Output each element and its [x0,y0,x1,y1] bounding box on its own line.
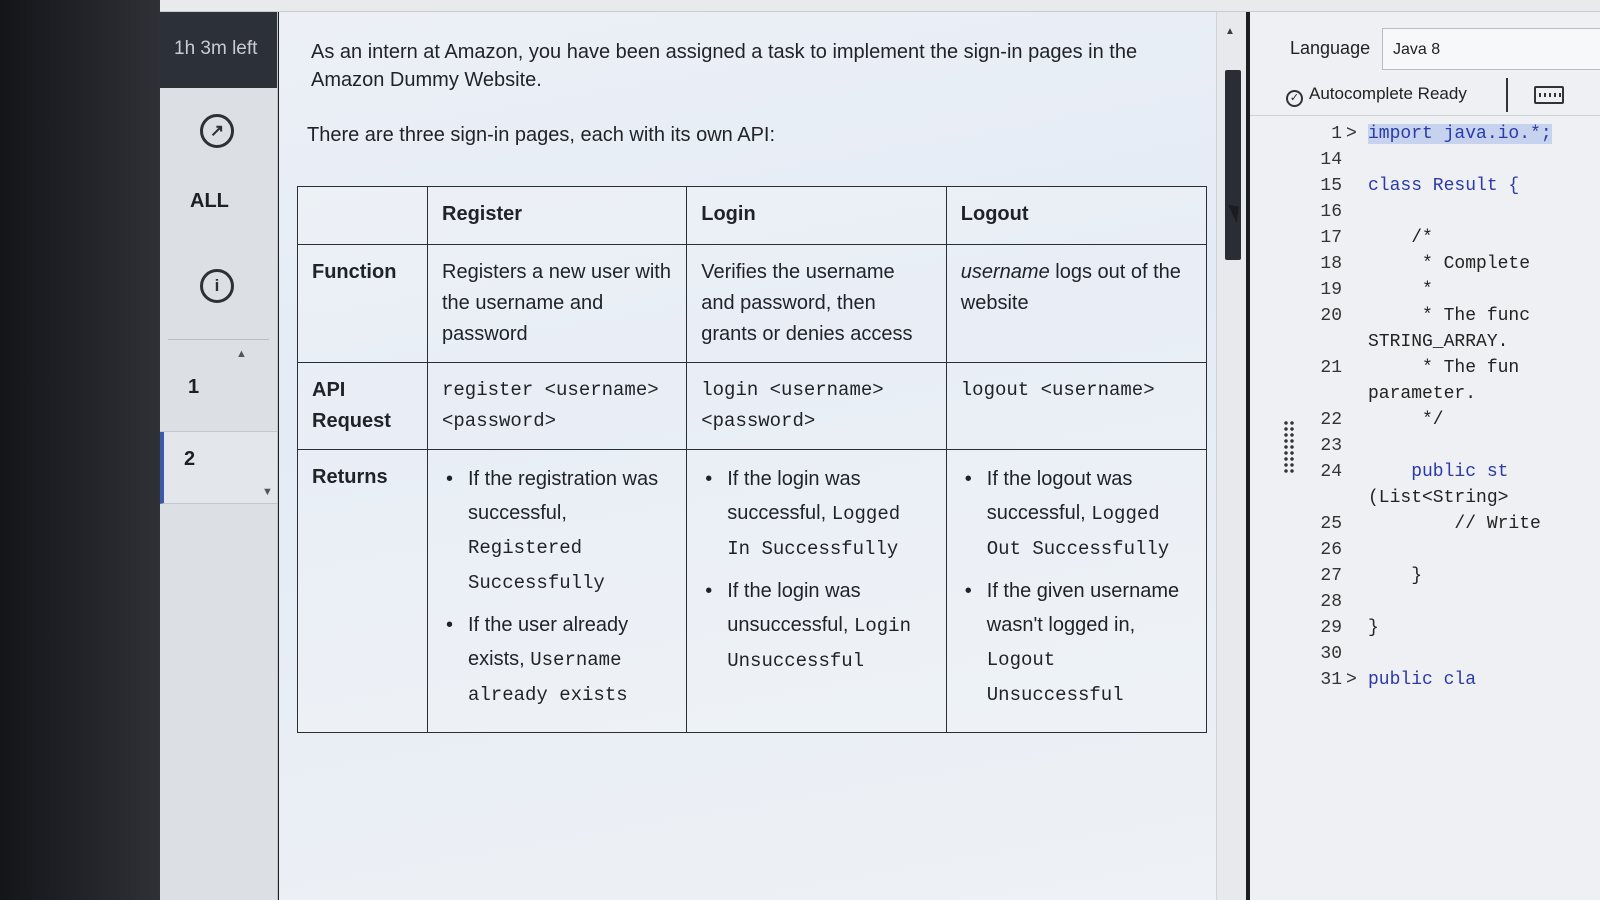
line-number: 18 [1320,254,1342,274]
language-select[interactable]: Java 8 [1382,28,1600,70]
code-line[interactable] [1250,124,1600,150]
return-value: Login Unsuccessful [727,615,911,672]
list-item [961,462,1192,566]
autocomplete-label: Autocomplete Ready [1309,84,1467,103]
code-line[interactable] [1250,254,1600,280]
code-editor-pane [1250,12,1600,900]
code-text: import java.io.*; [1368,124,1552,144]
list-item [961,574,1192,712]
chevron-up-icon[interactable]: ▲ [236,348,247,360]
code-line[interactable] [1250,150,1600,176]
code-area[interactable] [1250,124,1600,696]
cell-returns-logout [946,450,1206,733]
list-item [442,608,672,712]
line-number: 24 [1320,462,1342,482]
cell-api-logout: logout <username> [946,363,1206,450]
code-text: * Complete [1368,254,1531,274]
top-toolbar-strip [160,0,1600,12]
line-number: 21 [1320,358,1342,378]
nav-all-questions[interactable]: ALL [190,190,229,212]
line-number: 28 [1320,592,1342,612]
line-number: 1 [1331,124,1342,144]
return-value: Registered Successfully [468,537,605,594]
return-condition: If the login was successful, [727,468,861,524]
code-text: */ [1368,410,1444,430]
code-line[interactable] [1250,540,1600,566]
row-label-returns: Returns [298,450,428,733]
language-label: Language [1290,38,1371,58]
editor-toolbar [1250,12,1600,116]
problem-intro: As an intern at Amazon, you have been assigned a task to implement the sign-in pages in the Amazon Dummy Website. [311,41,1138,91]
line-number: 17 [1320,228,1342,248]
info-icon[interactable]: i [200,269,234,303]
line-number: 29 [1320,618,1342,638]
code-line[interactable] [1250,332,1600,358]
header-register: Register [428,187,687,245]
pane-resize-handle[interactable] [1283,420,1295,474]
chevron-down-icon[interactable]: ▼ [262,486,273,498]
list-item [442,462,672,600]
cell-returns-login [687,450,947,733]
code-text: (List<String> [1368,488,1509,508]
monitor-bezel [0,0,160,900]
code-text: } [1368,566,1423,586]
header-logout: Logout [946,187,1206,245]
cell-function-login: Verifies the username and password, then grants or denies access [687,245,947,363]
code-text: public cla [1368,670,1477,690]
line-number: 23 [1320,436,1342,456]
return-value: Logout Unsuccessful [986,649,1124,706]
code-line[interactable] [1250,644,1600,670]
table-row-returns [298,450,1207,733]
line-number: 25 [1320,514,1342,534]
code-text: STRING_ARRAY. [1368,332,1509,352]
code-line[interactable] [1250,384,1600,410]
keyboard-icon[interactable] [1534,86,1564,104]
table-row-function [298,245,1207,363]
code-line[interactable] [1250,488,1600,514]
cell-function-logout [946,245,1206,363]
code-text: public st [1368,462,1509,482]
header-login: Login [687,187,947,245]
return-value: Logged In Successfully [727,503,901,560]
cell-api-register: register <username> <password> [428,363,687,450]
cell-returns-register [428,450,687,733]
question-1-tab[interactable]: 1 [160,360,277,432]
code-text: * The fun [1368,358,1520,378]
problem-scrollbar[interactable] [1216,12,1246,900]
code-line[interactable] [1250,670,1600,696]
code-text: * [1368,280,1433,300]
logout-username-italic: username [960,261,1050,283]
list-item [701,574,932,678]
scrollbar-thumb[interactable] [1225,70,1241,260]
code-line[interactable] [1250,228,1600,254]
code-line[interactable] [1250,462,1600,488]
question-2-tab[interactable]: 2 [160,432,277,504]
code-text: // Write [1368,514,1541,534]
code-line[interactable] [1250,592,1600,618]
code-text: /* [1368,228,1433,248]
code-line[interactable] [1250,618,1600,644]
code-text: * The func [1368,306,1531,326]
return-condition: If the user already exists, [468,614,629,670]
line-number: 20 [1320,306,1342,326]
code-line[interactable] [1250,306,1600,332]
problem-statement-pane [279,12,1216,900]
cell-function-register: Registers a new user with the username and password [428,245,687,363]
return-value: Username already exists [468,649,628,706]
line-number: 22 [1320,410,1342,430]
code-line[interactable] [1250,566,1600,592]
return-condition: If the registration was successful, [468,468,659,524]
row-label-api: API Request [298,363,428,450]
line-number: 15 [1320,176,1342,196]
autocomplete-toggle[interactable] [1286,84,1467,107]
return-condition: If the given username wasn't logged in, [986,580,1180,636]
fold-chevron-icon[interactable]: > [1346,670,1357,690]
toolbar-separator [1506,78,1508,112]
logout-function-text: logs out of the website [960,261,1181,314]
scroll-up-arrow-icon[interactable]: ▲ [1225,26,1235,37]
cell-api-login: login <username> <password> [687,363,947,450]
line-number: 19 [1320,280,1342,300]
list-item [701,462,932,566]
code-text: class Result { [1368,176,1520,196]
problem-subintro: There are three sign-in pages, each with its own API: [307,124,776,146]
return-condition: If the login was unsuccessful, [727,580,861,636]
time-remaining: 1h 3m left [160,12,277,88]
row-label-function: Function [298,245,428,363]
table-row-api [298,363,1207,450]
table-header-row [298,187,1207,245]
return-value: Logged Out Successfully [986,503,1170,560]
code-line[interactable] [1250,280,1600,306]
line-number: 27 [1320,566,1342,586]
line-number: 16 [1320,202,1342,222]
code-line[interactable] [1250,176,1600,202]
code-line[interactable] [1250,410,1600,436]
nav-divider [168,339,269,340]
code-line[interactable] [1250,202,1600,228]
code-text: parameter. [1368,384,1477,404]
line-number: 26 [1320,540,1342,560]
question-navigator [160,12,278,900]
code-line[interactable] [1250,358,1600,384]
header-empty [298,187,428,245]
check-circle-icon: ✓ [1286,90,1303,107]
code-line[interactable] [1250,514,1600,540]
line-number: 14 [1320,150,1342,170]
line-number: 30 [1320,644,1342,664]
fold-chevron-icon[interactable]: > [1346,124,1357,144]
compass-icon[interactable]: ↗ [200,114,234,148]
api-spec-table [297,186,1207,733]
code-line[interactable] [1250,436,1600,462]
code-text: } [1368,618,1379,638]
return-condition: If the logout was successful, [986,468,1133,524]
line-number: 31 [1320,670,1342,690]
